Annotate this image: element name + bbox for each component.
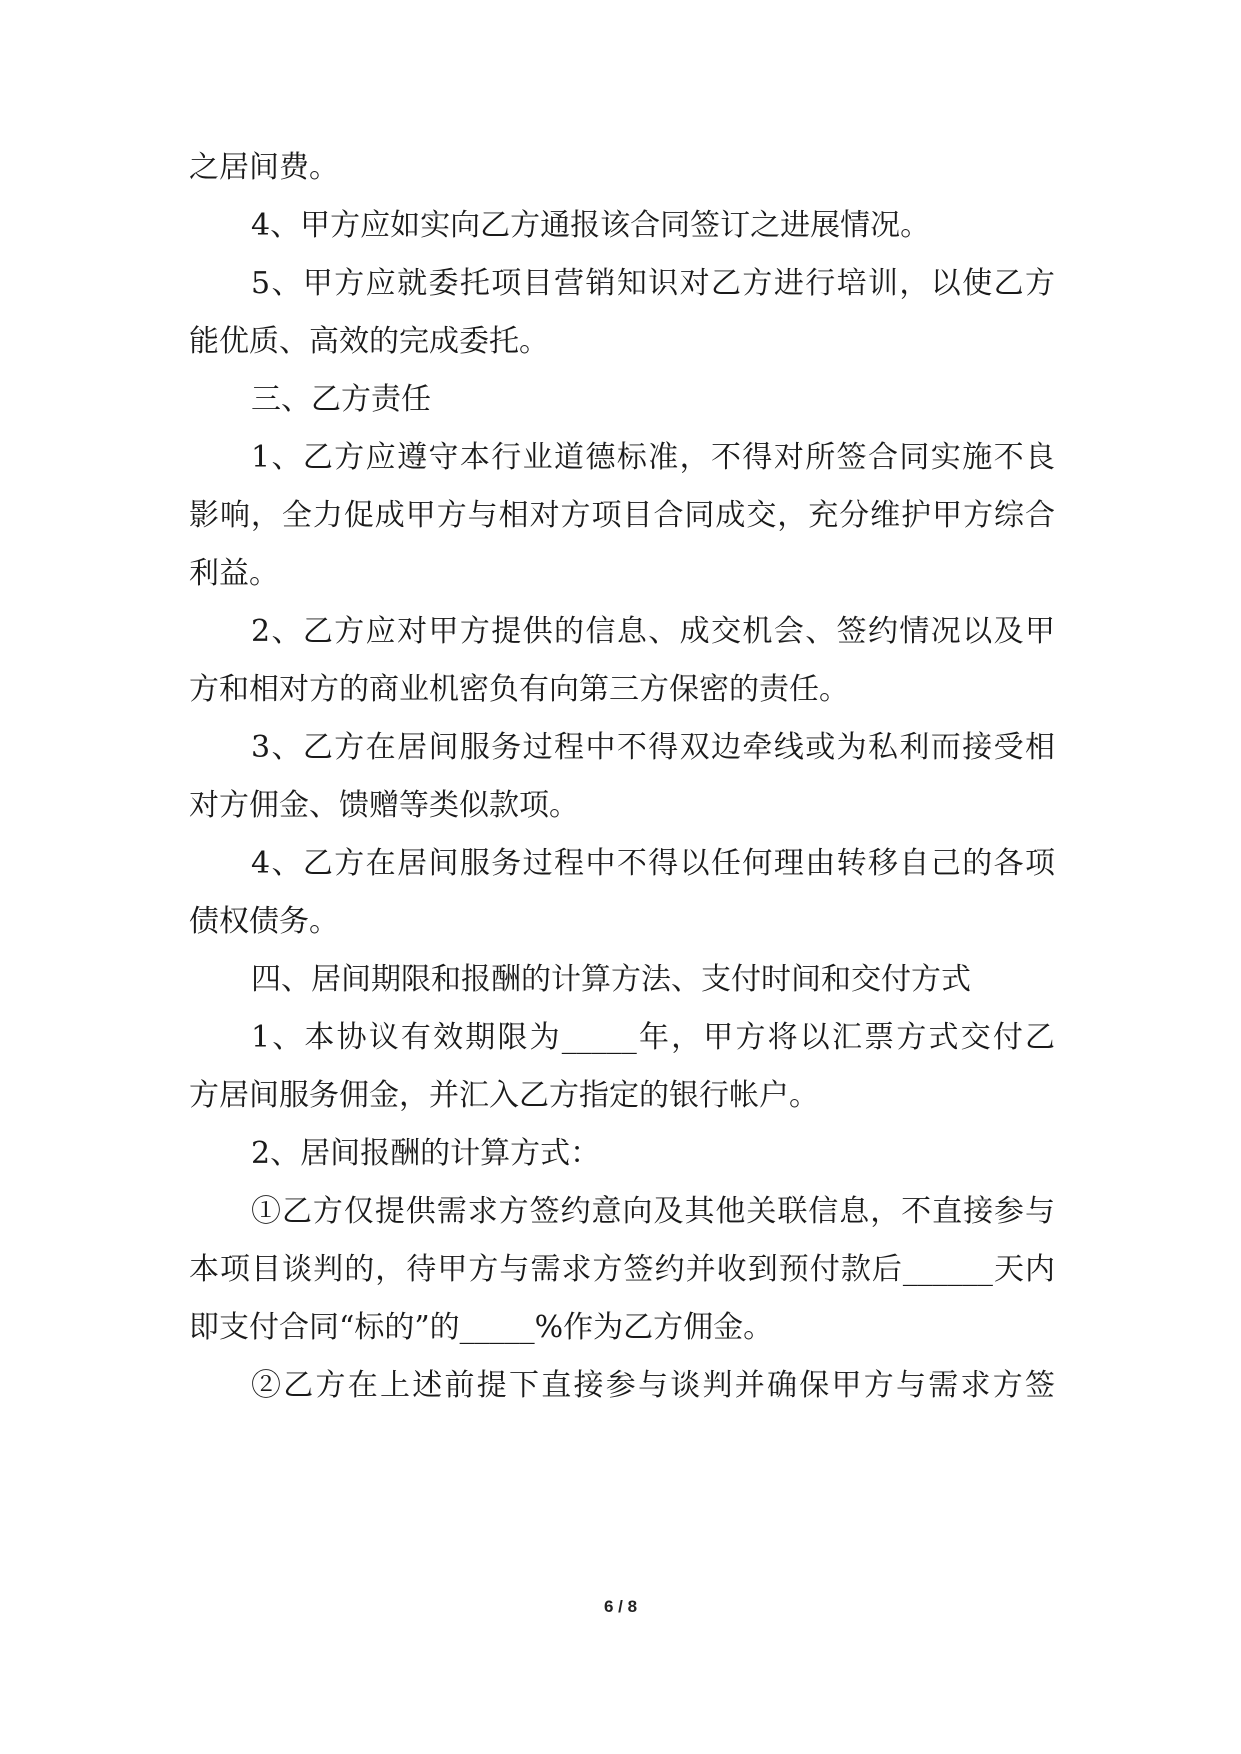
section-heading: 四、居间期限和报酬的计算方法、支付时间和交付方式 xyxy=(251,962,971,997)
text-line: 2、乙方应对甲方提供的信息、成交机会、签约情况以及甲 xyxy=(251,614,1055,649)
text-line: 1、本协议有效期限为_____年，甲方将以汇票方式交付乙 xyxy=(251,1020,1055,1055)
text-line: 1、乙方应遵守本行业道德标准，不得对所签合同实施不良 xyxy=(251,440,1055,475)
text-line: ②乙方在上述前提下直接参与谈判并确保甲方与需求方签 xyxy=(251,1368,1055,1403)
text-line: 2、居间报酬的计算方式： xyxy=(251,1136,601,1171)
text-line: 对方佣金、馈赠等类似款项。 xyxy=(189,788,579,823)
section-heading: 三、乙方责任 xyxy=(251,382,431,417)
text-line: 影响，全力促成甲方与相对方项目合同成交，充分维护甲方综合 xyxy=(189,498,1055,533)
text-line: ①乙方仅提供需求方签约意向及其他关联信息，不直接参与 xyxy=(251,1194,1055,1229)
text-line: 方和相对方的商业机密负有向第三方保密的责任。 xyxy=(189,672,849,707)
text-line: 方居间服务佣金，并汇入乙方指定的银行帐户。 xyxy=(189,1078,819,1113)
page-number: 6 / 8 xyxy=(603,1597,638,1616)
text-line: 利益。 xyxy=(189,556,279,591)
text-line: 之居间费。 xyxy=(189,150,339,185)
text-line: 5、甲方应就委托项目营销知识对乙方进行培训，以使乙方 xyxy=(251,266,1055,301)
text-line: 即支付合同“标的”的_____%作为乙方佣金。 xyxy=(189,1310,774,1345)
text-line: 能优质、高效的完成委托。 xyxy=(189,324,549,359)
text-line: 债权债务。 xyxy=(189,904,339,939)
text-line: 4、乙方在居间服务过程中不得以任何理由转移自己的各项 xyxy=(251,846,1055,881)
text-line: 4、甲方应如实向乙方通报该合同签订之进展情况。 xyxy=(251,208,931,243)
text-line: 本项目谈判的，待甲方与需求方签约并收到预付款后______天内 xyxy=(189,1252,1055,1287)
text-line: 3、乙方在居间服务过程中不得双边牵线或为私利而接受相 xyxy=(251,730,1055,765)
